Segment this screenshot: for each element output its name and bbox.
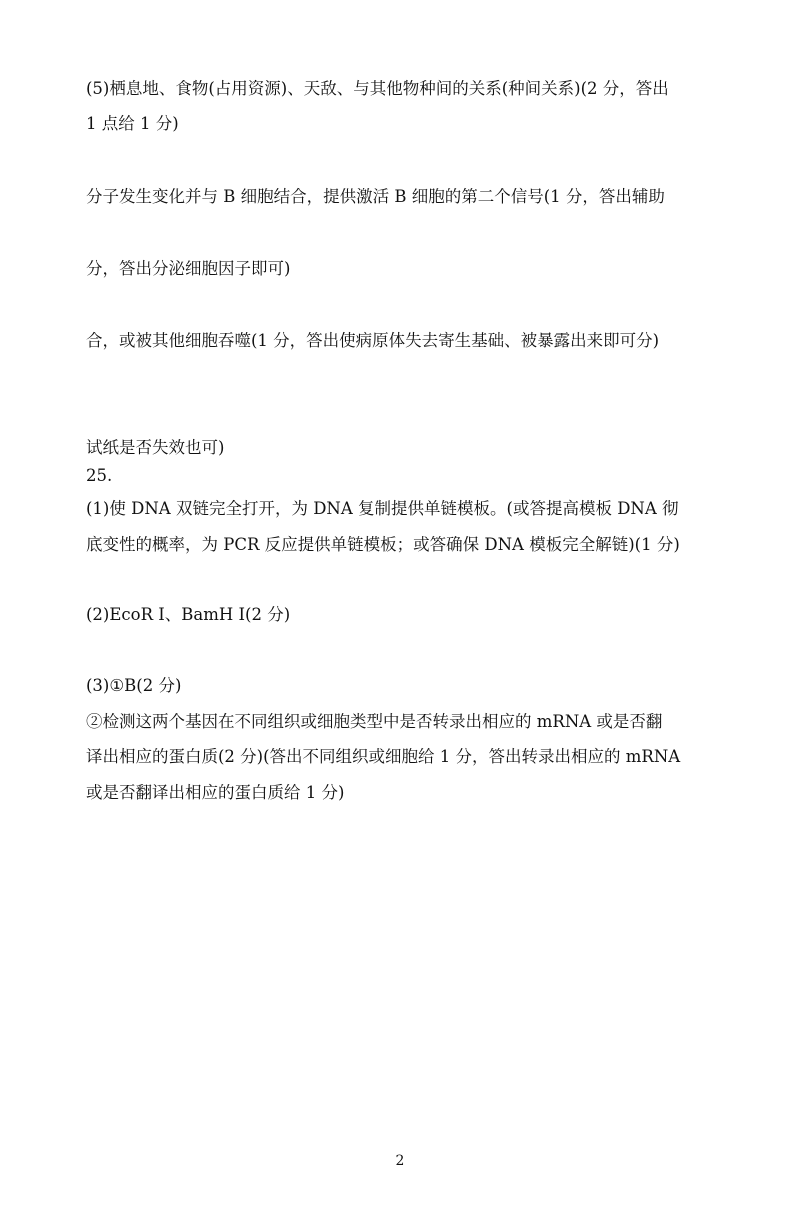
- q24-p2-line2: 合，或被其他细胞吞噬(1 分，答出使病原体失去寄生基础、被暴露出来即可分): [86, 331, 660, 350]
- q23-p5-line2: 1 点给 1 分): [86, 114, 179, 133]
- q25-p2-line1: (2)EcoR I、BamH I(2 分): [86, 605, 291, 624]
- page-number: 2: [395, 1153, 405, 1169]
- q25-p3-a: (3)①B(2 分): [86, 676, 182, 695]
- q24-p1-line4: 分，答出分泌细胞因子即可): [86, 259, 291, 278]
- q25-p1-line2: 底变性的概率，为 PCR 反应提供单链模板；或答确保 DNA 模板完全解链)(1 分): [86, 535, 680, 554]
- q24-p4-line2: 试纸是否失效也可): [86, 438, 225, 457]
- q25-number: 25.: [86, 466, 113, 485]
- q24-p1-line2: 分子发生变化并与 B 细胞结合，提供激活 B 细胞的第二个信号(1 分，答出辅助: [86, 187, 665, 206]
- q23-p5-line1: (5)栖息地、食物(占用资源)、天敌、与其他物种间的关系(种间关系)(2 分，答出: [86, 79, 669, 98]
- q25-p3-b-line1: ②检测这两个基因在不同组织或细胞类型中是否转录出相应的 mRNA 或是否翻: [86, 712, 663, 731]
- q25-p3-b-line3: 或是否翻译出相应的蛋白质给 1 分): [86, 783, 345, 802]
- q25-p3-b-line2: 译出相应的蛋白质(2 分)(答出不同组织或细胞给 1 分，答出转录出相应的 mRNA: [86, 747, 681, 766]
- q25-p1-line1: (1)使 DNA 双链完全打开，为 DNA 复制提供单链模板。(或答提高模板 DNA 彻: [86, 499, 679, 518]
